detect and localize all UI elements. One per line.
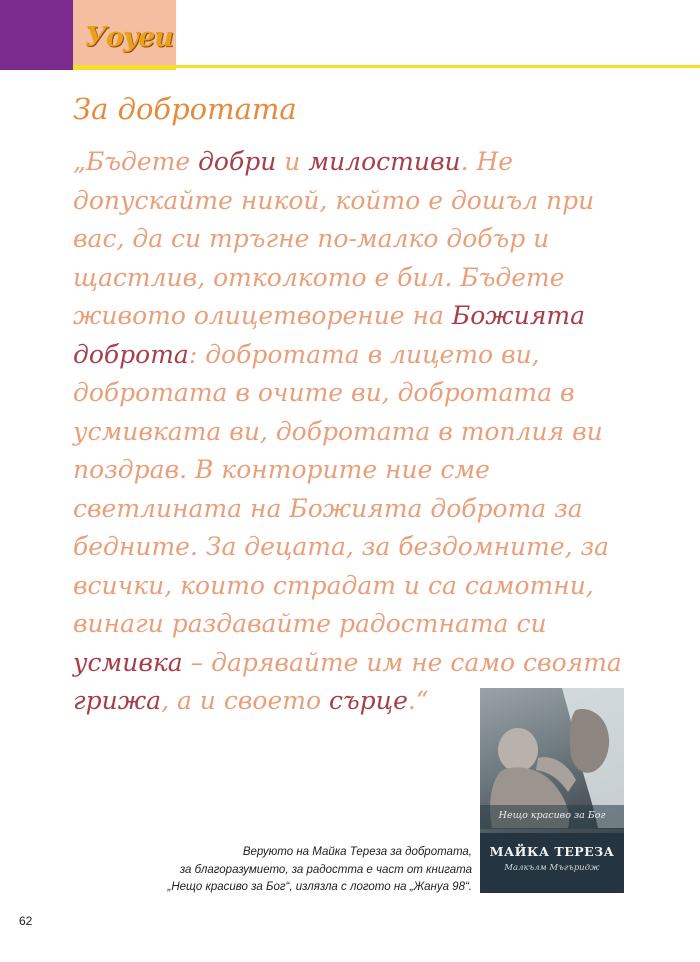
caption-line: Веруюто на Майка Тереза за добротата, [242, 846, 472, 858]
logo-text: Уоуеи [85, 22, 173, 53]
quote-highlight-care: грижа [73, 686, 162, 715]
quote-highlight-gods-kindness: Божията доброта [73, 301, 585, 369]
cover-author: МАЙКА ТЕРЕЗА [489, 844, 615, 859]
page-number: 62 [19, 914, 33, 928]
section-logo [73, 0, 176, 70]
quote-highlight-heart: сърце [328, 686, 408, 715]
quote-highlight-smile: усмивка [73, 647, 183, 677]
quote-segment: .“ [407, 686, 429, 715]
quote-segment: , а и своето [161, 686, 329, 715]
article-title: За добротата [73, 92, 297, 126]
cover-caption [102, 844, 472, 897]
article-quote [73, 143, 633, 721]
quote-highlight-good: добри [198, 147, 277, 176]
header-purple-block [0, 0, 73, 70]
quote-segment: „Бъдете [73, 147, 199, 176]
quote-segment: – дарявайте им не само своята [182, 647, 622, 677]
caption-line: „Нещо красиво за Бог“, излязла с логото на „Жануа 98“. [167, 881, 472, 893]
cover-by-line: Малкълм Мъгъридж [504, 863, 600, 873]
quote-segment: и [276, 147, 309, 176]
caption-line: за благоразумието, за радостта е част от книгата [179, 863, 472, 876]
quote-segment: : добротата в лицето ви, добротата в очите ви, добротата в усмивката ви, добротата в топлия ви поздрав. В конторите ние сме светлината на Божията доброта за бедните. За децата, за бездомните, за всички, които страдат и са самотни, винаги раздавайте радостната си [73, 339, 610, 638]
cover-subtitle: Нещо красиво за Бог [498, 810, 606, 821]
quote-highlight-merciful: милостиви [308, 147, 461, 176]
book-cover [480, 688, 624, 893]
header-divider-accent [73, 68, 176, 70]
quote-segment: . Не допускайте никой, който е дошъл при вас, да си тръгне по-малко добър и щастлив, отколкото е бил. Бъдете живото олицетворение на [73, 147, 595, 330]
